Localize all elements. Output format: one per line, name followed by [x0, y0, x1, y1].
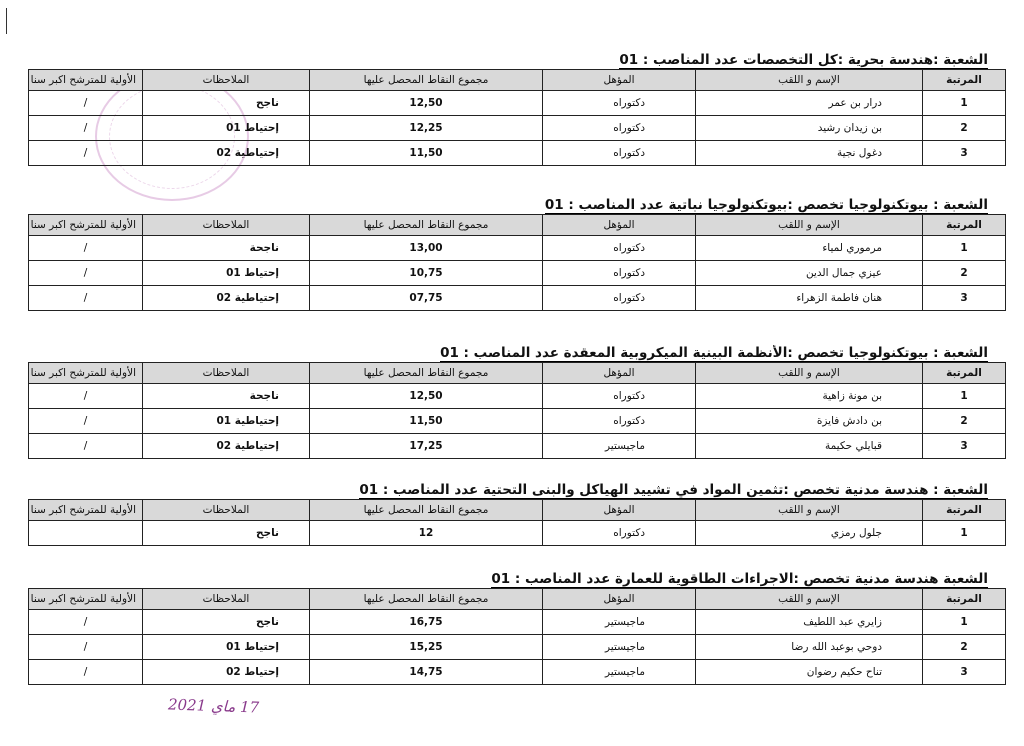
- cell-priority: /: [29, 660, 143, 685]
- results-table: [28, 214, 1006, 311]
- header-qualification: المؤهل: [543, 70, 696, 91]
- table-row: [29, 261, 1006, 286]
- cell-notes: إحتياطية 02: [143, 141, 310, 166]
- header-name: الإسم و اللقب: [696, 589, 923, 610]
- cell-qualification: ماجيستير: [543, 635, 696, 660]
- section-heading: الشعبة :هندسة بحرية :كل التخصصات عدد المناصب : 01: [619, 52, 988, 68]
- header-rank: المرتبة: [923, 500, 1006, 521]
- cell-priority: /: [29, 286, 143, 311]
- cell-rank: 3: [923, 434, 1006, 459]
- cell-points: 17,25: [310, 434, 543, 459]
- table-header-row: [29, 500, 1006, 521]
- cell-rank: 1: [923, 236, 1006, 261]
- header-notes: الملاحظات: [143, 363, 310, 384]
- header-notes: الملاحظات: [143, 215, 310, 236]
- cell-rank: 3: [923, 141, 1006, 166]
- cell-rank: 2: [923, 635, 1006, 660]
- cell-name: بن دادش فايزة: [696, 409, 923, 434]
- cell-notes: ناجح: [143, 610, 310, 635]
- table-row: [29, 635, 1006, 660]
- header-qualification: المؤهل: [543, 589, 696, 610]
- header-priority: الأولية للمترشح اكبر سنا: [29, 500, 143, 521]
- header-rank: المرتبة: [923, 363, 1006, 384]
- cell-name: درار بن عمر: [696, 91, 923, 116]
- cell-priority: [29, 521, 143, 546]
- cell-name: عيزي جمال الدين: [696, 261, 923, 286]
- section-heading: الشعبة : بيوتكنولوجيا تخصص :بيوتكنولوجيا نباتية عدد المناصب : 01: [544, 197, 988, 213]
- cell-notes: إحتياط 01: [143, 635, 310, 660]
- cell-points: 16,75: [310, 610, 543, 635]
- header-qualification: المؤهل: [543, 363, 696, 384]
- cell-priority: /: [29, 116, 143, 141]
- section-heading: الشعبة : هندسة مدنية تخصص :تثمين المواد في تشييد الهياكل والبنى التحتية عدد المناصب : 01: [359, 482, 988, 498]
- cell-qualification: دكتوراه: [543, 409, 696, 434]
- cell-name: دوحي بوعبد الله رضا: [696, 635, 923, 660]
- section-heading: الشعبة هندسة مدنية تخصص :الاجراءات الطاقوية للعمارة عدد المناصب : 01: [491, 571, 988, 587]
- cell-qualification: دكتوراه: [543, 141, 696, 166]
- header-name: الإسم و اللقب: [696, 70, 923, 91]
- cell-qualification: دكتوراه: [543, 236, 696, 261]
- cell-rank: 2: [923, 116, 1006, 141]
- table-row: [29, 660, 1006, 685]
- cell-qualification: ماجيستير: [543, 610, 696, 635]
- cell-points: 12: [310, 521, 543, 546]
- cell-notes: ناجحة: [143, 384, 310, 409]
- header-rank: المرتبة: [923, 70, 1006, 91]
- handwritten-date: 17 ماي 2021: [167, 695, 260, 717]
- cell-priority: /: [29, 261, 143, 286]
- cell-priority: /: [29, 236, 143, 261]
- header-priority: الأولية للمترشح اكبر سنا: [29, 70, 143, 91]
- header-priority: الأولية للمترشح اكبر سنا: [29, 215, 143, 236]
- table-row: [29, 236, 1006, 261]
- header-notes: الملاحظات: [143, 500, 310, 521]
- cell-notes: إحتياط 02: [143, 660, 310, 685]
- header-rank: المرتبة: [923, 589, 1006, 610]
- results-table: [28, 362, 1006, 459]
- table-row: [29, 91, 1006, 116]
- table-row: [29, 409, 1006, 434]
- cell-rank: 2: [923, 409, 1006, 434]
- cell-points: 12,25: [310, 116, 543, 141]
- cell-name: هنان فاطمة الزهراء: [696, 286, 923, 311]
- header-points: مجموع النقاط المحصل عليها: [310, 589, 543, 610]
- cell-priority: /: [29, 434, 143, 459]
- table-row: [29, 384, 1006, 409]
- cell-points: 10,75: [310, 261, 543, 286]
- header-qualification: المؤهل: [543, 215, 696, 236]
- cell-rank: 3: [923, 286, 1006, 311]
- header-points: مجموع النقاط المحصل عليها: [310, 215, 543, 236]
- cell-rank: 2: [923, 261, 1006, 286]
- table-row: [29, 141, 1006, 166]
- cell-priority: /: [29, 635, 143, 660]
- cell-rank: 1: [923, 384, 1006, 409]
- table-row: [29, 116, 1006, 141]
- cell-qualification: دكتوراه: [543, 91, 696, 116]
- cell-notes: ناجحة: [143, 236, 310, 261]
- header-name: الإسم و اللقب: [696, 363, 923, 384]
- cell-priority: /: [29, 409, 143, 434]
- cell-rank: 3: [923, 660, 1006, 685]
- cell-rank: 1: [923, 610, 1006, 635]
- cell-qualification: دكتوراه: [543, 116, 696, 141]
- cell-priority: /: [29, 384, 143, 409]
- section-3: [28, 345, 1006, 459]
- table-header-row: [29, 70, 1006, 91]
- cell-notes: إحتياط 01: [143, 116, 310, 141]
- cell-points: 07,75: [310, 286, 543, 311]
- header-notes: الملاحظات: [143, 70, 310, 91]
- cell-points: 11,50: [310, 141, 543, 166]
- header-points: مجموع النقاط المحصل عليها: [310, 363, 543, 384]
- cell-points: 14,75: [310, 660, 543, 685]
- table-row: [29, 434, 1006, 459]
- cell-qualification: دكتوراه: [543, 521, 696, 546]
- cell-name: دغول نجية: [696, 141, 923, 166]
- cell-qualification: ماجيستير: [543, 660, 696, 685]
- table-row: [29, 521, 1006, 546]
- header-qualification: المؤهل: [543, 500, 696, 521]
- cell-notes: إحتياط 01: [143, 261, 310, 286]
- table-row: [29, 286, 1006, 311]
- table-header-row: [29, 215, 1006, 236]
- cell-name: بن مونة زاهية: [696, 384, 923, 409]
- header-name: الإسم و اللقب: [696, 215, 923, 236]
- header-name: الإسم و اللقب: [696, 500, 923, 521]
- header-priority: الأولية للمترشح اكبر سنا: [29, 363, 143, 384]
- cell-points: 12,50: [310, 384, 543, 409]
- cell-notes: ناجح: [143, 521, 310, 546]
- table-header-row: [29, 363, 1006, 384]
- cell-rank: 1: [923, 91, 1006, 116]
- section-1: [28, 52, 1006, 166]
- cell-priority: /: [29, 610, 143, 635]
- cell-name: جلول رمزي: [696, 521, 923, 546]
- cell-notes: إحتياطية 02: [143, 286, 310, 311]
- header-points: مجموع النقاط المحصل عليها: [310, 70, 543, 91]
- cell-name: بن زيدان رشيد: [696, 116, 923, 141]
- results-table: [28, 499, 1006, 546]
- cell-points: 13,00: [310, 236, 543, 261]
- cell-qualification: دكتوراه: [543, 384, 696, 409]
- cell-name: زايري عبد اللطيف: [696, 610, 923, 635]
- header-points: مجموع النقاط المحصل عليها: [310, 500, 543, 521]
- cell-qualification: دكتوراه: [543, 261, 696, 286]
- results-table: [28, 588, 1006, 685]
- cell-priority: /: [29, 141, 143, 166]
- cell-name: تناح حكيم رضوان: [696, 660, 923, 685]
- cell-qualification: دكتوراه: [543, 286, 696, 311]
- cell-priority: /: [29, 91, 143, 116]
- cell-notes: ناجح: [143, 91, 310, 116]
- results-table: [28, 69, 1006, 166]
- cell-qualification: ماجيستير: [543, 434, 696, 459]
- cell-notes: إحتياطية 02: [143, 434, 310, 459]
- cell-points: 15,25: [310, 635, 543, 660]
- cell-points: 11,50: [310, 409, 543, 434]
- table-row: [29, 610, 1006, 635]
- cell-notes: إحتياطية 01: [143, 409, 310, 434]
- header-rank: المرتبة: [923, 215, 1006, 236]
- section-5: [28, 571, 1006, 685]
- cell-name: قبايلي حكيمة: [696, 434, 923, 459]
- header-priority: الأولية للمترشح اكبر سنا: [29, 589, 143, 610]
- cell-rank: 1: [923, 521, 1006, 546]
- header-notes: الملاحظات: [143, 589, 310, 610]
- cell-points: 12,50: [310, 91, 543, 116]
- table-header-row: [29, 589, 1006, 610]
- section-4: [28, 482, 1006, 546]
- cell-name: مرموري لمياء: [696, 236, 923, 261]
- section-2: [28, 197, 1006, 311]
- margin-mark: [6, 8, 7, 34]
- section-heading: الشعبة : بيوتكنولوجيا تخصص :الأنظمة البينية الميكروبية المعقدة عدد المناصب : 01: [440, 345, 988, 361]
